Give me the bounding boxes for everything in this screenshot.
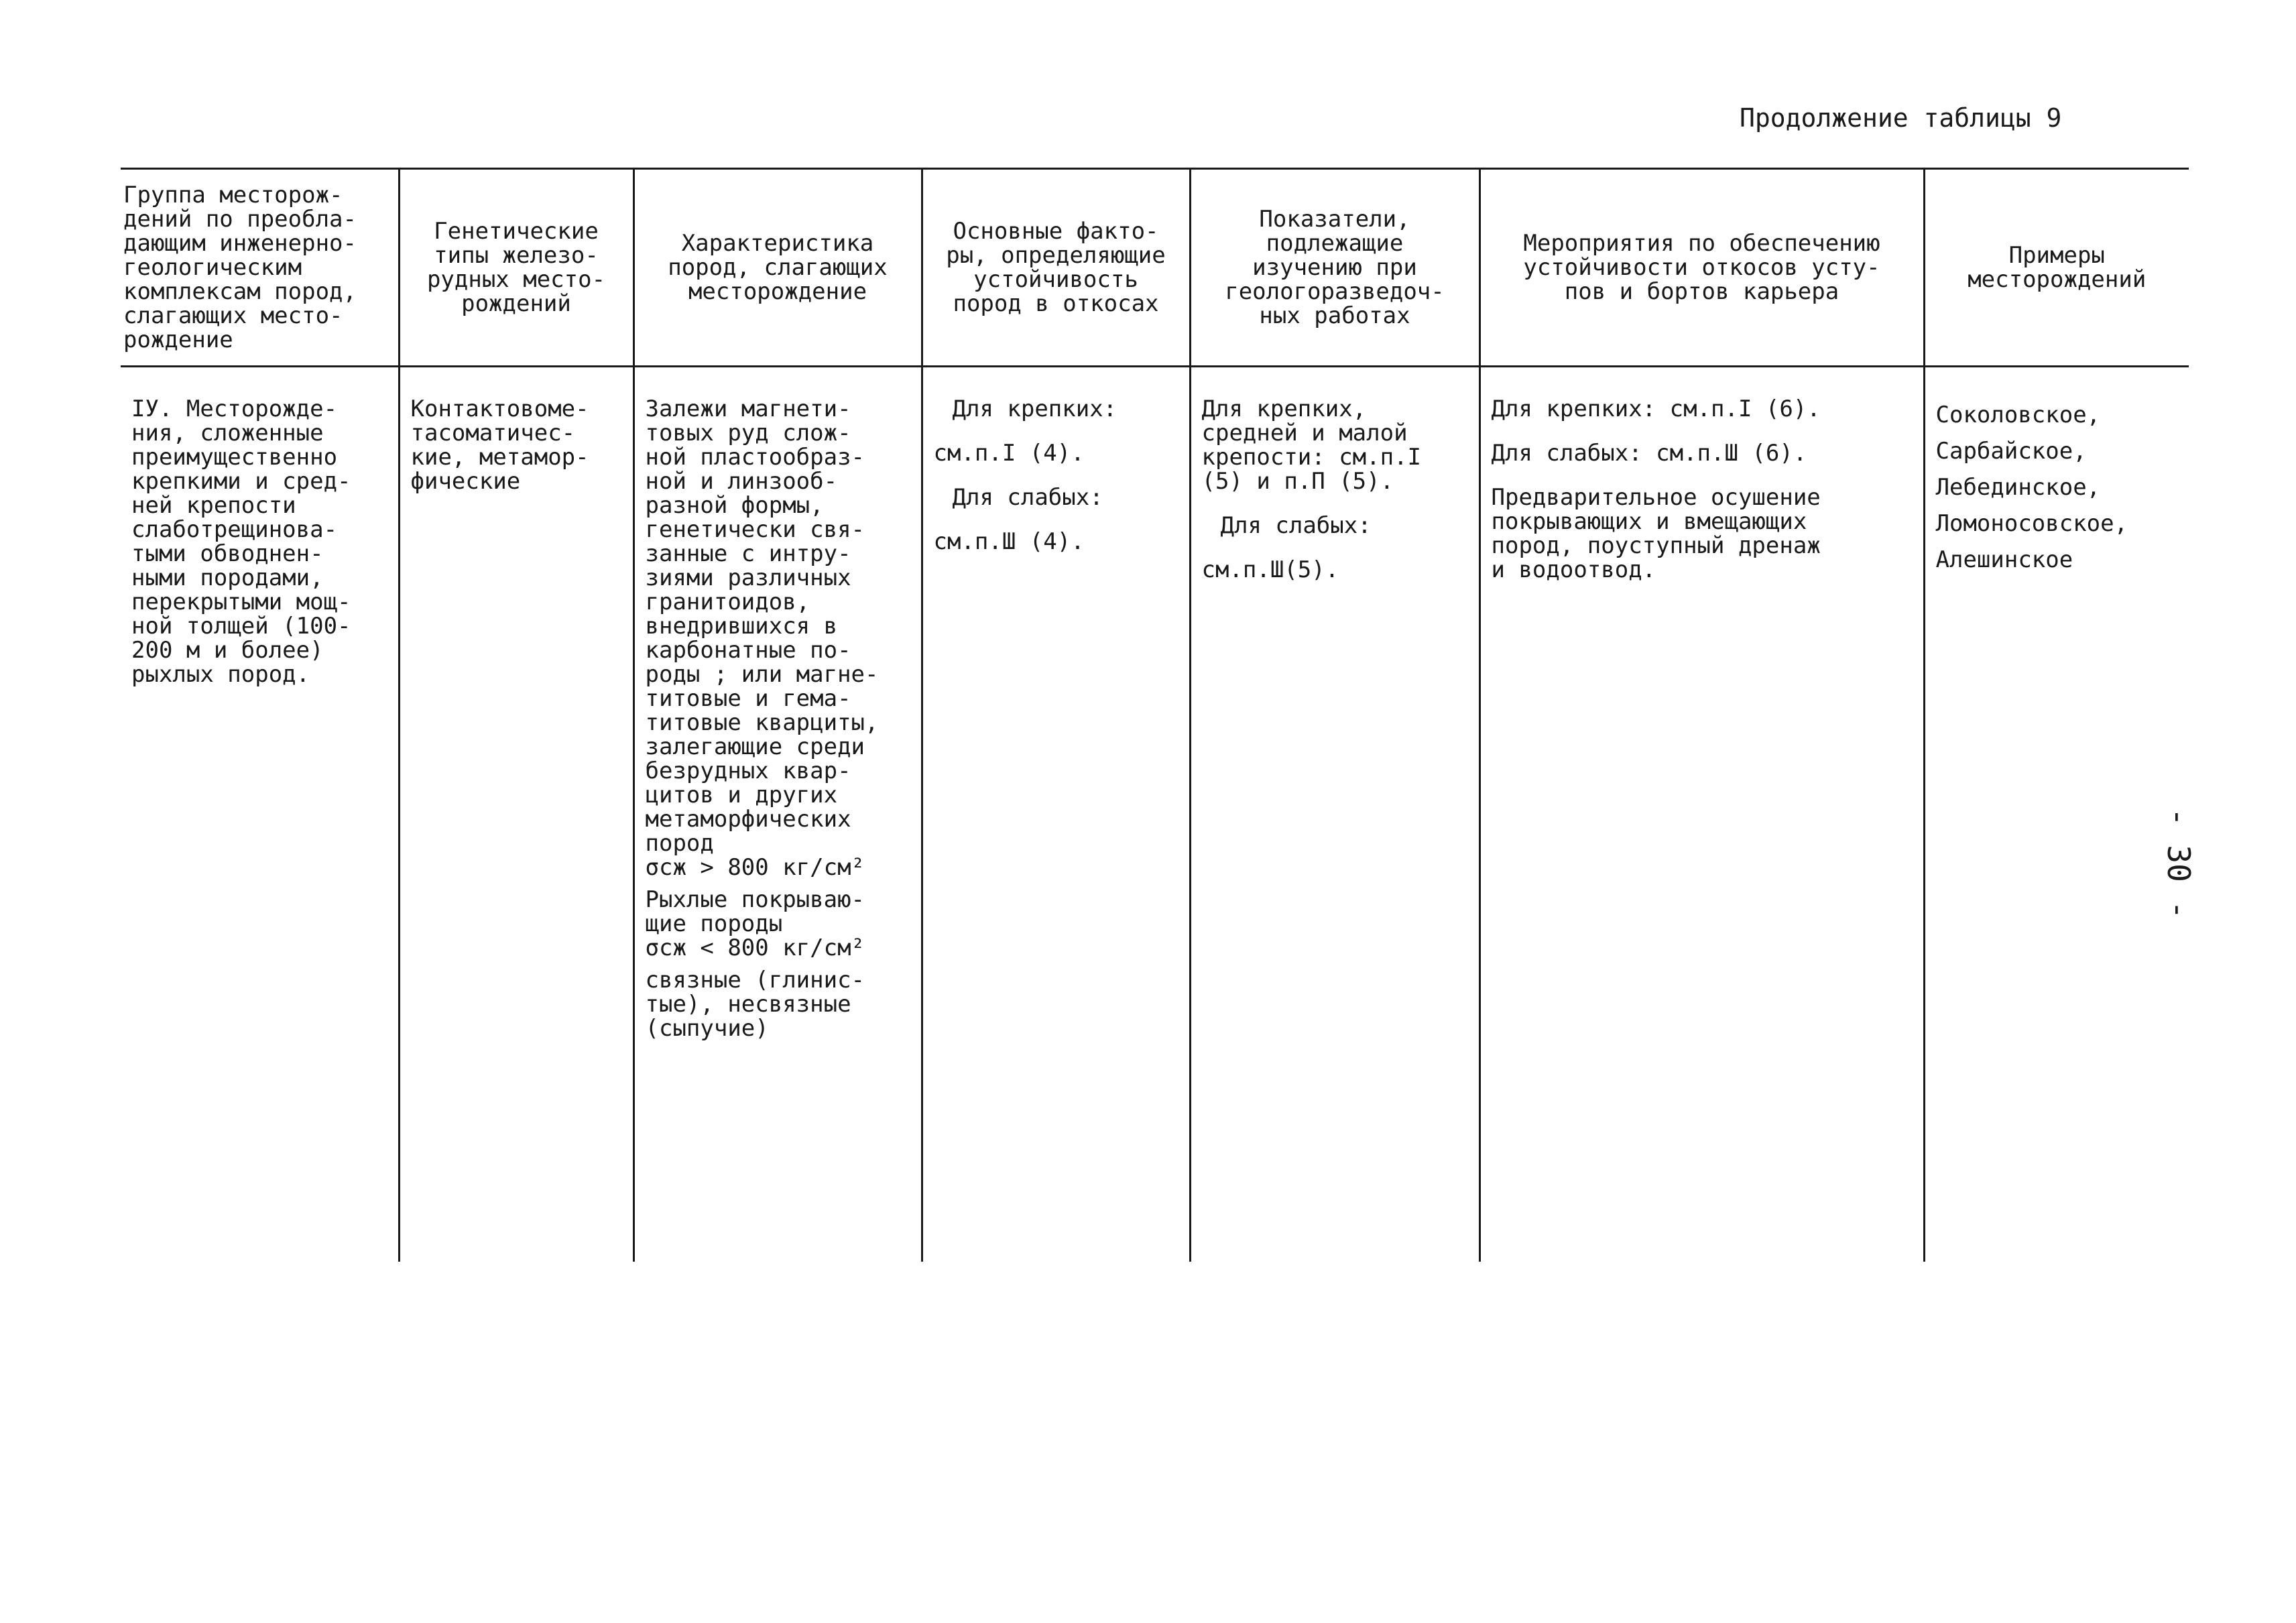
- characteristics-lines-a: [646, 397, 910, 855]
- cell-text-line: роды ; или магне-: [645, 661, 879, 688]
- cell-text-line: Залежи магнети-: [645, 396, 851, 422]
- cell-text-line: Алешинское: [1935, 546, 2073, 573]
- column-header-line: Характеристика: [681, 230, 874, 257]
- column-header-line: дений по преобла-: [123, 206, 357, 233]
- cell-text-line: слаботрещинова-: [131, 516, 338, 543]
- column-header-indicators: [1190, 169, 1479, 367]
- factors-strong-label: Для крепких:: [952, 396, 1117, 422]
- cell-characteristics: [633, 367, 922, 1262]
- cell-text-line: преимущественно: [131, 444, 338, 471]
- cell-text-line: и водоотвод.: [1491, 556, 1656, 583]
- column-header-examples: [1924, 169, 2189, 367]
- cell-text-line: ной пластообраз-: [645, 444, 865, 471]
- cell-text-line: зиями различных: [645, 564, 851, 591]
- cell-text-line: залегающие среди: [645, 733, 865, 760]
- column-header-line: ры, определяющие: [946, 242, 1166, 269]
- characteristics-lines-b: [646, 888, 910, 936]
- column-header-line: геологическим: [123, 254, 302, 281]
- cell-text-line: титовые кварциты,: [645, 709, 879, 736]
- indicators-weak-ref: см.п.Ш(5).: [1201, 556, 1339, 583]
- cell-group: [121, 367, 399, 1262]
- cell-text-line: разной формы,: [645, 492, 824, 519]
- cell-text-line: Контактовоме-: [410, 396, 589, 422]
- cell-text-line: тыми обводнен-: [131, 540, 324, 567]
- characteristics-lines-c: [646, 968, 910, 1040]
- column-header-line: типы железо-: [434, 242, 599, 269]
- cell-text-line: Предварительное осушение: [1491, 484, 1821, 511]
- page-number: - 30 -: [2161, 808, 2197, 920]
- cell-text-line: Лебединское,: [1935, 474, 2101, 501]
- cell-text-line: перекрытыми мощ-: [131, 589, 351, 615]
- column-header-line: Генетические: [434, 218, 599, 245]
- indicators-weak-label: Для слабых:: [1220, 512, 1372, 539]
- genetic-type-lines: [411, 397, 622, 493]
- column-header-line: рождений: [461, 290, 571, 317]
- cell-text-line: (сыпучие): [645, 1015, 769, 1042]
- column-header-line: Показатели,: [1259, 206, 1410, 233]
- cell-measures: [1479, 367, 1924, 1262]
- cell-text-line: пород, поуступный дренаж: [1491, 532, 1821, 559]
- factors-weak-label: Для слабых:: [952, 484, 1103, 511]
- column-header-factors: [922, 169, 1190, 367]
- cell-text-line: 200 м и более): [131, 637, 324, 664]
- formula-strong: σсж > 800 кг/см²: [645, 854, 865, 881]
- cell-text-line: покрывающих и вмещающих: [1491, 508, 1807, 535]
- column-header-line: комплексам пород,: [123, 278, 357, 305]
- cell-text-line: ными породами,: [131, 564, 324, 591]
- cell-text-line: карбонатные по-: [645, 637, 851, 664]
- cell-text-line: метаморфических: [645, 806, 851, 833]
- column-header-characteristics: [633, 169, 922, 367]
- formula-weak: σсж < 800 кг/см²: [645, 935, 865, 961]
- cell-text-line: крепости: см.п.I: [1201, 444, 1422, 471]
- table-header-row: [121, 169, 2189, 367]
- table-continuation-header: Продолжение таблицы 9: [1740, 103, 2062, 133]
- cell-text-line: кие, метамор-: [410, 444, 589, 471]
- cell-genetic-types: [399, 367, 633, 1262]
- cell-text-line: пород: [645, 830, 714, 857]
- cell-factors: [922, 367, 1190, 1262]
- cell-examples: [1924, 367, 2189, 1262]
- cell-text-line: занные с интру-: [645, 540, 851, 567]
- indicators-strong-lines: [1202, 397, 1468, 493]
- table-row: [121, 367, 2189, 1262]
- cell-text-line: генетически свя-: [645, 516, 865, 543]
- cell-text-line: Рыхлые покрываю-: [645, 886, 865, 913]
- column-header-line: месторождений: [1968, 266, 2147, 293]
- cell-text-line: гранитоидов,: [645, 589, 810, 615]
- measures-drainage-lines: [1492, 485, 1913, 582]
- column-header-line: Мероприятия по обеспечению: [1523, 230, 1880, 257]
- cell-text-line: внедрившихся в: [645, 613, 838, 640]
- column-header-line: месторождение: [688, 278, 867, 305]
- cell-text-line: (5) и п.П (5).: [1201, 468, 1394, 495]
- column-header-line: ных работах: [1259, 302, 1410, 329]
- cell-text-line: тые), несвязные: [645, 991, 851, 1018]
- column-header-line: подлежащие: [1266, 230, 1404, 257]
- cell-text-line: Сарбайское,: [1935, 438, 2087, 465]
- column-header-line: рождение: [123, 326, 233, 353]
- column-header-line: изучению при: [1252, 254, 1417, 281]
- cell-text-line: Ломоносовское,: [1935, 510, 2128, 537]
- column-header-group: [121, 169, 399, 367]
- column-header-line: устойчивости откосов усту-: [1523, 254, 1880, 281]
- column-header-line: Основные факто-: [953, 218, 1159, 245]
- column-header-line: слагающих место-: [123, 302, 343, 329]
- deposits-table: [121, 168, 2189, 1262]
- cell-text-line: рыхлых пород.: [131, 661, 310, 688]
- cell-text-line: ной толщей (100-: [131, 613, 351, 640]
- cell-text-line: щие породы: [645, 910, 783, 937]
- cell-text-line: Для крепких,: [1201, 396, 1367, 422]
- cell-text-line: Соколовское,: [1935, 402, 2101, 428]
- factors-weak-ref: см.п.Ш (4).: [933, 528, 1085, 555]
- column-header-line: Примеры: [2008, 242, 2105, 269]
- cell-text-line: ния, сложенные: [131, 420, 324, 446]
- cell-indicators: [1190, 367, 1479, 1262]
- cell-text-line: IУ. Месторожде-: [131, 396, 338, 422]
- measures-weak: Для слабых: см.п.Ш (6).: [1491, 440, 1807, 467]
- cell-text-line: тасоматичес-: [410, 420, 576, 446]
- column-header-measures: [1479, 169, 1924, 367]
- cell-text-line: фические: [410, 468, 521, 495]
- column-header-line: устойчивость: [973, 266, 1138, 293]
- column-header-line: пород, слагающих: [668, 254, 888, 281]
- column-header-line: дающим инженерно-: [123, 230, 357, 257]
- cell-text-line: цитов и других: [645, 782, 838, 808]
- cell-text-line: безрудных квар-: [645, 758, 851, 784]
- column-header-line: геологоразведоч-: [1225, 278, 1445, 305]
- cell-text-line: ней крепости: [131, 492, 296, 519]
- cell-text-line: связные (глинис-: [645, 967, 865, 994]
- cell-text-line: титовые и гема-: [645, 685, 851, 712]
- factors-strong-ref: см.п.I (4).: [933, 440, 1085, 467]
- column-header-line: пород в откосах: [953, 290, 1159, 317]
- column-header-line: рудных место-: [426, 266, 606, 293]
- cell-text-line: товых руд слож-: [645, 420, 851, 446]
- cell-text-line: ной и линзооб-: [645, 468, 838, 495]
- column-header-line: пов и бортов карьера: [1564, 278, 1839, 305]
- cell-text-line: крепкими и сред-: [131, 468, 351, 495]
- column-header-line: Группа месторож-: [123, 182, 343, 208]
- measures-strong: Для крепких: см.п.I (6).: [1491, 396, 1821, 422]
- cell-text-line: средней и малой: [1201, 420, 1408, 446]
- group-lines: [131, 397, 387, 686]
- column-header-genetic-types: [399, 169, 633, 367]
- examples-lines: [1936, 397, 2179, 578]
